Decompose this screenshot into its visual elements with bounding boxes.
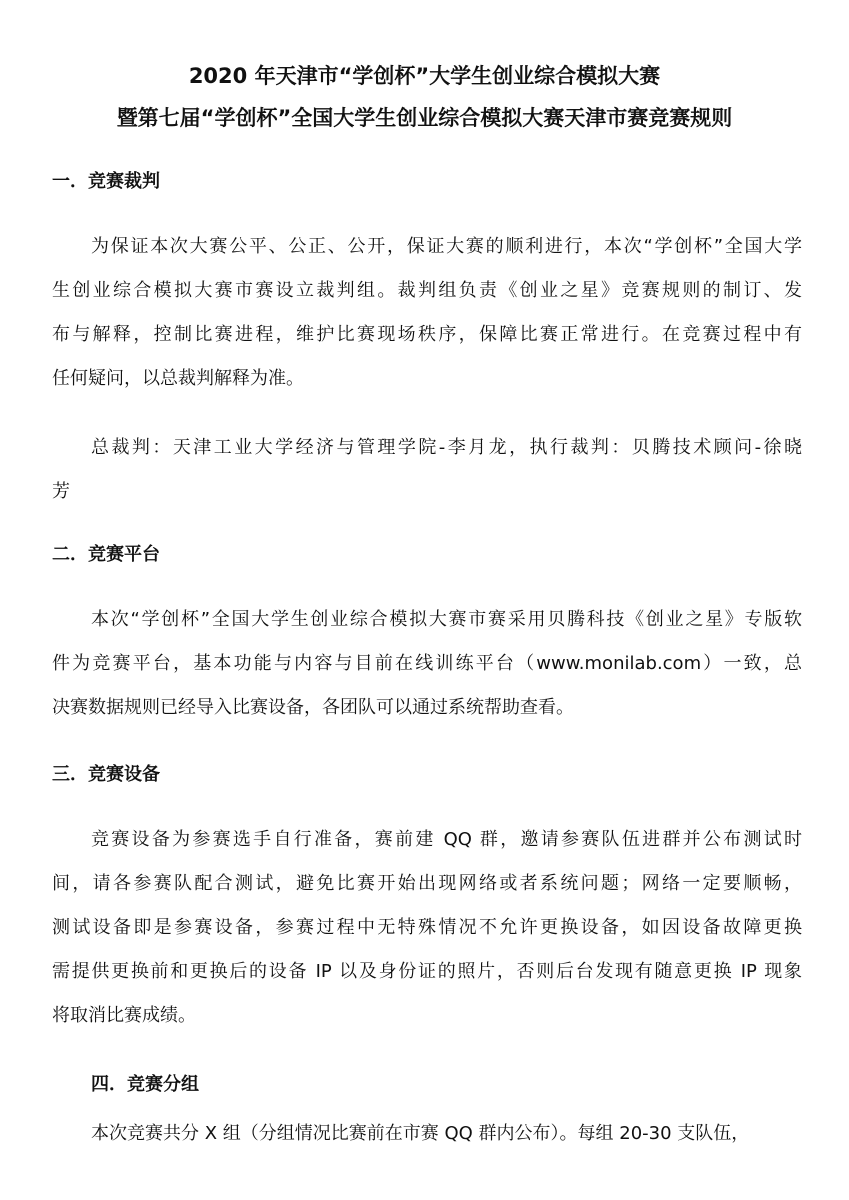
paragraph-line: 本次竞赛共分 X 组（分组情况比赛前在市赛 QQ 群内公布）。每组 20-30 支队伍，	[91, 1123, 750, 1144]
paragraph-line: 决赛数据规则已经导入比赛设备，各团队可以通过系统帮助查看。	[52, 697, 574, 718]
paragraph-line: 芳	[52, 481, 70, 502]
paragraph-line: 布与解释，控制比赛进程，维护比赛现场秩序，保障比赛正常进行。在竞赛过程中有	[52, 324, 802, 345]
paragraph-line: 将取消比赛成绩。	[52, 1005, 196, 1026]
section-heading-grouping: 四．竞赛分组	[91, 1074, 199, 1095]
paragraph-line: 间，请各参赛队配合测试，避免比赛开始出现网络或者系统问题；网络一定要顺畅，	[52, 873, 802, 894]
section-heading-platform: 二．竞赛平台	[52, 544, 160, 565]
paragraph-line: 测试设备即是参赛设备，参赛过程中无特殊情况不允许更换设备，如因设备故障更换	[52, 917, 802, 938]
paragraph-line: 为保证本次大赛公平、公正、公开，保证大赛的顺利进行，本次“学创杯”全国大学	[91, 236, 802, 257]
section-heading-judges: 一．竞赛裁判	[52, 171, 160, 192]
paragraph-line: 总裁判：天津工业大学经济与管理学院-李月龙，执行裁判：贝腾技术顾问-徐晓	[91, 437, 802, 458]
paragraph-line: 竞赛设备为参赛选手自行准备，赛前建 QQ 群，邀请参赛队伍进群并公布测试时	[91, 829, 802, 850]
paragraph-line: 需提供更换前和更换后的设备 IP 以及身份证的照片，否则后台发现有随意更换 IP 现象	[52, 961, 802, 982]
paragraph-line: 件为竞赛平台，基本功能与内容与目前在线训练平台（www.monilab.com）一致，总	[52, 653, 802, 674]
paragraph-line: 任何疑问，以总裁判解释为准。	[52, 368, 304, 389]
paragraph-line: 生创业综合模拟大赛市赛设立裁判组。裁判组负责《创业之星》竞赛规则的制订、发	[52, 280, 802, 301]
paragraph-line: 本次“学创杯”全国大学生创业综合模拟大赛市赛采用贝腾科技《创业之星》专版软	[91, 609, 802, 630]
document-title-line-2: 暨第七届“学创杯”全国大学生创业综合模拟大赛天津市赛竞赛规则	[116, 106, 733, 130]
section-heading-equipment: 三．竞赛设备	[52, 764, 160, 785]
document-title-line-1: 2020 年天津市“学创杯”大学生创业综合模拟大赛	[188, 64, 661, 88]
